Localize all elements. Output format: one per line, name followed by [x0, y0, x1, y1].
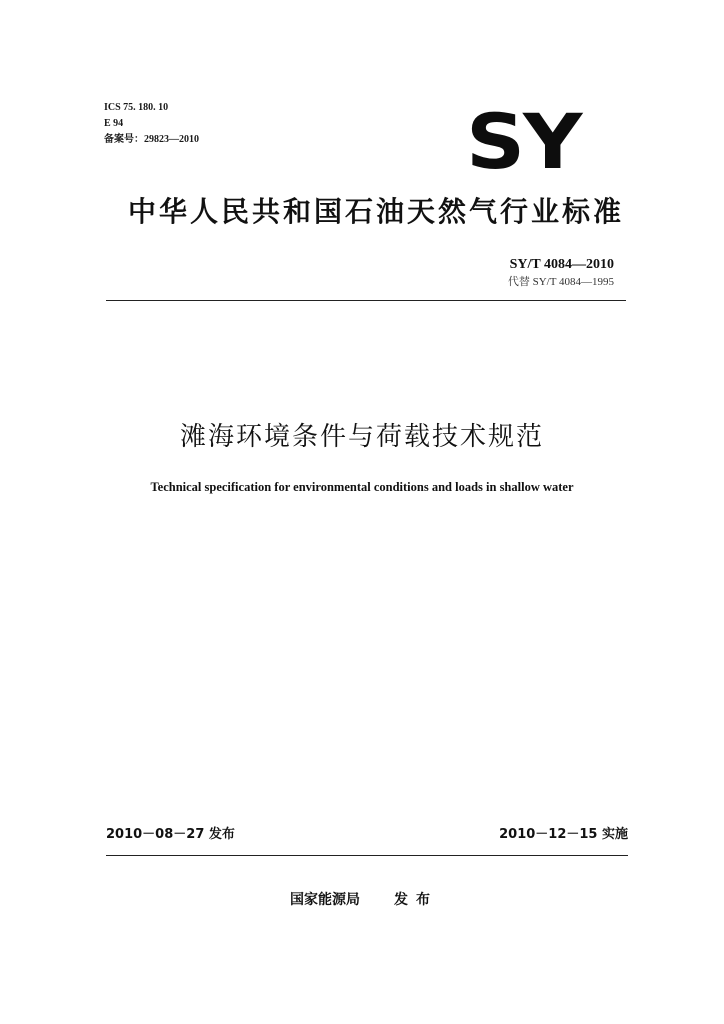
publisher-action: 发布	[394, 892, 438, 908]
document-metadata	[104, 100, 199, 148]
standard-category: 中华人民共和国石油天然气行业标准	[128, 195, 625, 228]
document-title-zh: 滩海环境条件与荷载技术规范	[179, 422, 544, 452]
publisher-line	[290, 890, 438, 910]
publisher-name: 国家能源局	[290, 892, 360, 908]
standard-code-block	[508, 256, 614, 290]
record-number: 备案号：29823—2010	[104, 134, 199, 145]
document-title-en: Technical specification for environmental conditions and loads in shallow water	[150, 480, 574, 494]
top-divider	[106, 300, 626, 301]
bottom-divider	[106, 855, 628, 856]
ics-code: ICS 75. 180. 10	[104, 102, 169, 113]
replaces-code: 代替 SY/T 4084—1995	[507, 276, 614, 288]
implementation-date: 2010－12－15 实施	[499, 827, 628, 842]
classification-code: E 94	[104, 118, 124, 129]
issue-date: 2010－08－27 发布	[106, 827, 235, 842]
sy-logo: SY	[466, 97, 581, 186]
standard-code: SY/T 4084—2010	[509, 257, 614, 272]
